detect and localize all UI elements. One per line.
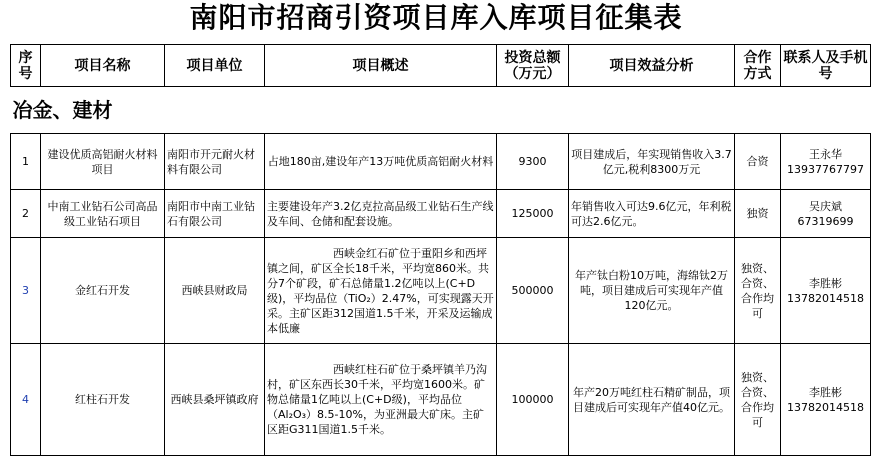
row-seq: 3 <box>11 238 41 344</box>
row-investment: 125000 <box>497 190 569 238</box>
row-summary: 占地180亩,建设年产13万吨优质高铝耐火材料 <box>265 134 497 190</box>
row-summary: 西峡金红石矿位于重阳乡和西坪镇之间，矿区全长18千米，平均宽860米。共分7个矿段，矿石总储量1.2亿吨以上(C+D级)，平均品位（TiO₂）2.47%，可实现露天开采。主矿区距312国道1.5千米，开采及运输成本低廉 <box>265 238 497 344</box>
table-row <box>11 238 871 344</box>
header-investment: 投资总额（万元） <box>497 45 569 87</box>
header-summary: 项目概述 <box>265 45 497 87</box>
header-name: 项目名称 <box>41 45 165 87</box>
header-seq: 序号 <box>11 45 41 87</box>
row-coop: 合资 <box>735 134 781 190</box>
row-unit: 南阳市中南工业钻石有限公司 <box>165 190 265 238</box>
header-benefit: 项目效益分析 <box>569 45 735 87</box>
contact-phone: 13782014518 <box>787 291 864 305</box>
contact-name: 王永华 <box>809 147 842 161</box>
contact-name: 吴庆斌 <box>809 199 842 213</box>
row-coop: 独资、合资、合作均可 <box>735 344 781 456</box>
contact-name: 李胜彬 <box>809 276 842 290</box>
row-unit: 西峡县桑坪镇政府 <box>165 344 265 456</box>
row-benefit: 项目建成后，年实现销售收入3.7亿元,税利8300万元 <box>569 134 735 190</box>
row-summary: 主要建设年产3.2亿克拉高品级工业钻石生产线及车间、仓储和配套设施。 <box>265 190 497 238</box>
page-title: 南阳市招商引资项目库入库项目征集表 <box>189 1 683 34</box>
contact-phone: 13782014518 <box>787 400 864 414</box>
contact-phone: 67319699 <box>797 214 854 228</box>
row-benefit: 年产20万吨红柱石精矿制品，项目建成后可实现年产值40亿元。 <box>569 344 735 456</box>
row-benefit: 年销售收入可达9.6亿元，年利税可达2.6亿元。 <box>569 190 735 238</box>
table-row <box>11 134 871 190</box>
header-row <box>11 45 871 87</box>
row-benefit: 年产钛白粉10万吨，海绵钛2万吨，项目建成后可实现年产值120亿元。 <box>569 238 735 344</box>
category-row <box>11 87 871 134</box>
contact-name: 李胜彬 <box>809 385 842 399</box>
row-unit: 南阳市开元耐火材料有限公司 <box>165 134 265 190</box>
row-contact <box>781 344 871 456</box>
header-contact: 联系人及手机号 <box>781 45 871 87</box>
row-contact <box>781 134 871 190</box>
header-coop: 合作方式 <box>735 45 781 87</box>
table-row <box>11 344 871 456</box>
row-name: 建设优质高铝耐火材料项目 <box>41 134 165 190</box>
row-investment: 9300 <box>497 134 569 190</box>
row-name: 红柱石开发 <box>41 344 165 456</box>
row-investment: 500000 <box>497 238 569 344</box>
row-unit: 西峡县财政局 <box>165 238 265 344</box>
project-table <box>10 44 871 456</box>
header-unit: 项目单位 <box>165 45 265 87</box>
row-seq: 2 <box>11 190 41 238</box>
row-seq: 1 <box>11 134 41 190</box>
row-coop: 独资、合资、合作均可 <box>735 238 781 344</box>
row-coop: 独资 <box>735 190 781 238</box>
row-investment: 100000 <box>497 344 569 456</box>
row-seq: 4 <box>11 344 41 456</box>
row-contact <box>781 238 871 344</box>
table-row <box>11 190 871 238</box>
category-label: 冶金、建材 <box>11 87 871 134</box>
row-summary: 西峡红柱石矿位于桑坪镇羊乃沟村，矿区东西长30千米，平均宽1600米。矿物总储量1亿吨以上(C+D级)，平均品位（Al₂O₃）8.5-10%，为亚洲最大矿床。主矿区距G311国道1.5千米。 <box>265 344 497 456</box>
contact-phone: 13937767797 <box>787 162 864 176</box>
row-name: 中南工业钻石公司高品级工业钻石项目 <box>41 190 165 238</box>
row-contact <box>781 190 871 238</box>
row-name: 金红石开发 <box>41 238 165 344</box>
